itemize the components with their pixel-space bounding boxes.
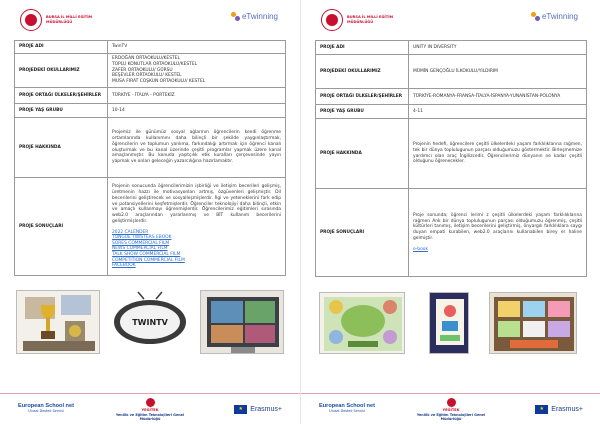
right-page	[300, 0, 600, 424]
value-results	[409, 189, 587, 277]
european-schoolnet-logo	[319, 403, 375, 413]
eu-flag-icon: ★	[535, 405, 548, 414]
photo-map-poster	[319, 292, 405, 354]
left-project-table	[14, 40, 286, 276]
label-about: PROJE HAKKINDA	[15, 118, 108, 178]
etwinning-label: eTwinning	[541, 12, 578, 21]
school-line: TOPLU KONUTLAR ORTAOKULU/KESTEL	[112, 61, 198, 67]
label-schools: PROJEDEKİ OKULLARIMIZ	[15, 54, 108, 88]
etwinning-logo	[231, 12, 278, 21]
photo-trophy	[16, 290, 100, 354]
results-text: Projenin sonucunda öğrencilerimizin işbirliği ve iletişim becerileri gelişmiş, üretmenin hazzı ile motivasyonları artmış, özgüvenleri gelişmiştir. Dil becerilerini geliştirecek ve sosyalleşmişlerdir. İlgi ve yeteneklerini fark edip ve potansiyellerini keşfetmişlerdir. Öğrenciler teknolojiyi daha bilinçli, etkin ve amaçlı kullanmayı öğrenmişlerdir. Öğrencilerimiz eğitimleri sırasında web2.0 araçlarından yararlanmış ve BİT kullanım becerilerini geliştirmişlerdir.	[112, 184, 281, 224]
yegitek-label: YEĞİTEK	[442, 408, 460, 412]
yegitek-logo	[115, 398, 185, 421]
link-facebook[interactable]: FACEBOOK	[112, 263, 136, 269]
eus-title: European School net	[319, 403, 375, 409]
photo-child-drawing	[429, 292, 469, 354]
right-project-table	[315, 40, 587, 277]
eus-title: European School net	[18, 403, 74, 409]
etwinning-logo	[531, 12, 578, 21]
results-text: Proje sonunda; öğrenci lerimi z çeşitli ülkelerdeki yaşam farklılıklarına rağmen Ank bir dünya toplulugunun parçası olduğumuzu öğrenmiş, çeşitli kültürleri tanımış, iletişim becerilerini geliştirmiş, önyargılı farklılıklara saygı duyan empati kurabilen, web2.0 araçlarını kullanabilen birey er haline gelmiştir.	[413, 212, 582, 241]
row-results	[15, 178, 286, 276]
yegitek-emblem-icon	[146, 398, 155, 407]
row-age	[316, 105, 587, 119]
footer-divider	[0, 393, 300, 394]
label-about: PROJE HAKKINDA	[316, 119, 409, 189]
twintv-text: TWINTV	[132, 318, 168, 327]
row-age	[15, 104, 286, 118]
meb-emblem-icon	[20, 9, 42, 31]
label-project-name: PROJE ADI	[15, 41, 108, 54]
row-results	[316, 189, 587, 277]
value-about: Projemiz ile günümüz sosyal ağlarının öğrencilerin kendi öğrenme ortamlarında kullanımını daha bilinçli bir şekilde yaygınlaştırmak, öğrencilerin ve toplumun yanlıma, farkındalığı artırmak için öğrenci kanalı oluşturmak ve bu kanal üzerinde çeşitli programlar yapmak üzere kanal amaçlanmıştır. Bu konuda yaşıtçılık etik kuralları çerçevesinde yayın yapmak ve onları geleceğin yazarcılığına hazırlamaktır.	[108, 118, 286, 178]
value-about: Projenin hedefi, öğrencilere çeşitli ülkelerdeki yaşam farklılıklarına rağmen, tek bir dünya toplulugunun parçası olduğumuzu göstermektir. Birleşmemize yardımcı olan araç İngilizcedir. Öğrencilerimiz dünyanın ne kadar çeşitli olduğunu öğrenecekler.	[409, 119, 587, 189]
link-ebook[interactable]: e-book	[413, 246, 428, 252]
meb-logo	[20, 8, 101, 32]
school-line: BEŞEVLER ORTAOKULU/ KESTEL	[112, 73, 182, 79]
yegitek-label: YEĞİTEK	[141, 408, 159, 412]
link-calendar[interactable]: 2022 CALENDER	[112, 229, 149, 235]
link-tongue-twisters[interactable]: TONGUE TWISTERS EBOOK	[112, 235, 172, 241]
value-partners: TÜRKİYE - İTALYA - PORTEKİZ	[108, 88, 286, 104]
yegitek-text: Yenilik ve Eğitim Teknolojileri Genel Müdürlüğü	[115, 412, 185, 421]
value-project-name: UNITY IN DIVERSITY	[409, 41, 587, 55]
school-line: ZAFER ORTAOKULU/ GÜRSU	[112, 67, 173, 73]
etwinning-icon	[231, 12, 240, 21]
eus-sub: Ulusal Destek Servisi	[329, 409, 365, 413]
yegitek-logo	[416, 398, 486, 421]
right-footer	[301, 396, 600, 424]
erasmus-label: Erasmus+	[551, 406, 583, 413]
yegitek-emblem-icon	[447, 398, 456, 407]
label-age: PROJE YAŞ GRUBU	[15, 104, 108, 118]
link-talk-show-film[interactable]: TALK SHOW COMMERCIAL FILM	[112, 252, 181, 258]
photo-twintv-logo	[108, 290, 192, 354]
label-results: PROJE SONUÇLARI	[15, 178, 108, 276]
meb-emblem-icon	[321, 9, 343, 31]
label-project-name: PROJE ADI	[316, 41, 409, 55]
yegitek-text: Yenilik ve Eğitim Teknolojileri Genel Müdürlüğü	[416, 412, 486, 421]
link-sores-film[interactable]: SORES COMMERCIAL FILM	[112, 240, 170, 246]
row-about	[316, 119, 587, 189]
etwinning-label: eTwinning	[241, 12, 278, 21]
row-project-name	[316, 41, 587, 55]
value-age: 4-11	[409, 105, 587, 119]
etwinning-icon	[531, 12, 540, 21]
row-project-name	[15, 41, 286, 54]
school-line: MUSA FIRAT COŞKUN ORTAOKULU/ KESTEL	[112, 79, 206, 85]
label-partners: PROJE ORTAĞI ÜLKELER/ŞEHİRLER	[15, 88, 108, 104]
left-footer	[0, 396, 300, 424]
link-competition-film[interactable]: COMPETITION COMMERCIAL FILM	[112, 257, 185, 263]
footer-divider	[301, 393, 600, 394]
value-results	[108, 178, 286, 276]
meb-logo	[321, 8, 402, 32]
meb-label: BURSA İL MİLLİ EĞİTİM MÜDÜRLÜĞÜ	[46, 15, 93, 24]
row-schools	[316, 55, 587, 89]
label-partners: PROJE ORTAĞI ÜLKELER/ŞEHİRLER	[316, 89, 409, 105]
value-project-name: TwinTV	[108, 41, 286, 54]
photo-board-display	[489, 292, 577, 354]
european-schoolnet-logo	[18, 403, 74, 413]
row-about	[15, 118, 286, 178]
row-partners	[15, 88, 286, 104]
meb-label: BURSA İL MİLLİ EĞİTİM MÜDÜRLÜĞÜ	[347, 15, 394, 24]
erasmus-logo	[535, 405, 583, 414]
link-news-film[interactable]: NEWS COMMERCIAL FILM	[112, 246, 168, 252]
row-schools	[15, 54, 286, 88]
eus-sub: Ulusal Destek Servisi	[28, 409, 64, 413]
value-age: 10-14	[108, 104, 286, 118]
label-age: PROJE YAŞ GRUBU	[316, 105, 409, 119]
erasmus-logo	[234, 405, 282, 414]
value-schools	[108, 54, 286, 88]
label-results: PROJE SONUÇLARI	[316, 189, 409, 277]
erasmus-label: Erasmus+	[250, 406, 282, 413]
school-line: ERDOĞAN ORTAOKULU/KESTEL	[112, 56, 180, 61]
label-schools: PROJEDEKİ OKULLARIMIZ	[316, 55, 409, 89]
row-partners	[316, 89, 587, 105]
value-partners: TÜRKİYE-ROMANYA-FRANSA-İTALYA-İSPANYA-YUNANİSTAN-POLONYA	[409, 89, 587, 105]
value-schools: MÜMİN GENÇOĞLU İLKOKULU/YILDIRIM	[409, 55, 587, 89]
eu-flag-icon: ★	[234, 405, 247, 414]
photo-classroom	[200, 290, 284, 354]
